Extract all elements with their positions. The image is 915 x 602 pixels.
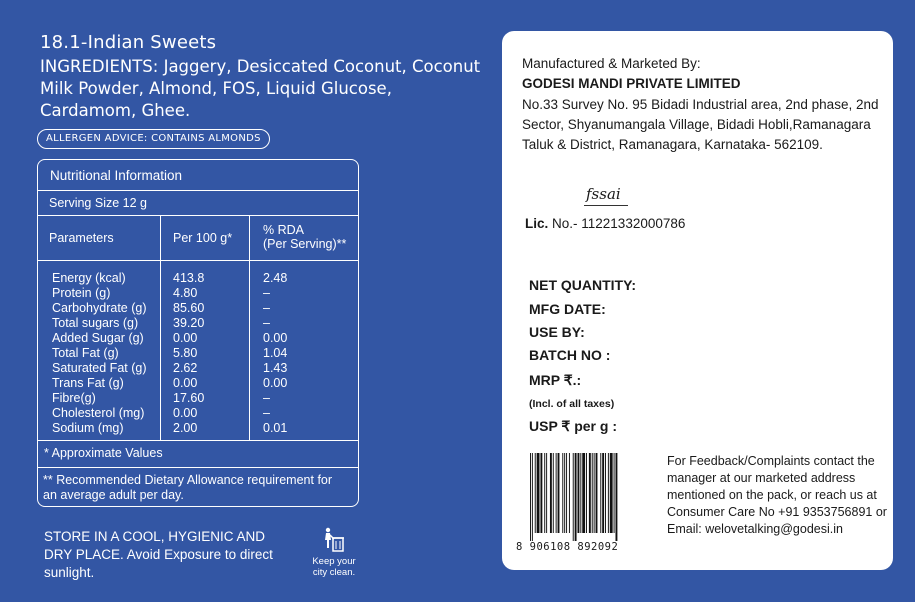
dustbin-icon (322, 527, 344, 553)
nutrition-per100-cell: 0.00 (173, 376, 198, 390)
nutrition-title: Nutritional Information (38, 160, 358, 191)
barcode-bar (553, 453, 554, 533)
barcode-bar (562, 453, 563, 533)
nutrition-param-cell: Carbohydrate (g) (52, 301, 147, 315)
nutrition-rda-cell: 1.43 (263, 361, 288, 375)
header-per100-cell (160, 216, 249, 260)
barcode-bar (592, 453, 593, 533)
barcode-bar (605, 453, 606, 533)
barcode-bar (530, 453, 531, 541)
nutrition-header-row (38, 216, 358, 261)
nutrition-per100-cell: 17.60 (173, 391, 205, 405)
barcode-bar (610, 453, 613, 533)
barcode-bar (580, 453, 581, 533)
nutrition-param-cell: Total Fat (g) (52, 346, 119, 360)
manufactured-by-label: Manufactured & Marketed By: (522, 56, 701, 71)
barcode-bar (532, 453, 533, 541)
manufacturer-card (502, 31, 893, 570)
nutrition-per100-cell: 0.00 (173, 331, 198, 345)
nutrition-param-cell: Protein (g) (52, 286, 111, 300)
ingredients-text: INGREDIENTS: Jaggery, Desiccated Coconut, Coconut Milk Powder, Almond, FOS, Liquid Glucose, Cardamom, Ghee. (40, 57, 481, 120)
header-parameters: Parameters (49, 231, 114, 245)
use-by-label: USE BY: (529, 324, 585, 340)
barcode-bar (573, 453, 574, 541)
nutrition-rda-cell: – (263, 286, 270, 300)
nutrition-rda-cell: – (263, 301, 270, 315)
nutrition-per100-cell: 0.00 (173, 406, 198, 420)
license-number: Lic. No.- 11221332000786 (525, 216, 686, 231)
nutrition-rda-cell: 0.00 (263, 376, 288, 390)
barcode (528, 453, 651, 541)
barcode-bar (564, 453, 565, 533)
barcode-number: 8 906108 892092 (516, 541, 619, 553)
nutrition-param-cell: Total sugars (g) (52, 316, 139, 330)
barcode-bar (600, 453, 601, 533)
barcode-bar (589, 453, 591, 533)
keep-city-clean-text: Keep your city clean. (312, 556, 356, 578)
barcode-bar (556, 453, 557, 533)
barcode-bar (575, 453, 577, 541)
barcode-bar (616, 453, 618, 541)
nutrition-per100-cell: 39.20 (173, 316, 205, 330)
nutrition-data-body (38, 261, 358, 441)
nutrition-per100-cell: 85.60 (173, 301, 205, 315)
nutrition-per100-cell: 2.62 (173, 361, 198, 375)
barcode-bar (594, 453, 595, 533)
incl-taxes-note: (Incl. of all taxes) (529, 398, 615, 410)
barcode-bar (550, 453, 552, 533)
mrp-label: MRP ₹.: (529, 372, 582, 388)
nutrition-rda-cell: 1.04 (263, 346, 288, 360)
barcode-bar (602, 453, 604, 533)
nutrition-per100-cell: 2.00 (173, 421, 198, 435)
batch-no-label: BATCH NO : (529, 347, 611, 363)
header-per100: Per 100 g* (173, 231, 233, 245)
net-quantity-label: NET QUANTITY: (529, 277, 637, 293)
barcode-bar (614, 453, 615, 533)
barcode-bar (544, 453, 545, 533)
allergen-advice-badge: ALLERGEN ADVICE: CONTAINS ALMONDS (37, 129, 270, 149)
header-rda: % RDA (Per Serving)** (263, 223, 347, 251)
per100-column (173, 271, 204, 436)
fssai-logo: fssai (586, 185, 621, 203)
nutrition-param-cell: Cholesterol (mg) (52, 406, 145, 420)
nutrition-param-cell: Trans Fat (g) (52, 376, 124, 390)
company-address: No.33 Survey No. 95 Bidadi Industrial area, 2nd phase, 2nd Sector, Shyanumangala Village, Bidadi Hobli,Ramanagara Taluk & District, Ramanagara, Karnataka- 562109. (522, 97, 879, 152)
nutrition-param-cell: Added Sugar (g) (52, 331, 144, 345)
nutrition-param-cell: Energy (kcal) (52, 271, 126, 285)
rda-note: ** Recommended Dietary Allowance requirement for an average adult per day. (43, 473, 333, 502)
nutrition-per100-cell: 413.8 (173, 271, 205, 285)
nutrition-per100-cell: 4.80 (173, 286, 198, 300)
nutrition-rda-cell: – (263, 391, 270, 405)
barcode-bar (586, 453, 587, 533)
mfg-date-label: MFG DATE: (529, 301, 606, 317)
nutrition-rda-cell: – (263, 406, 270, 420)
nutrition-rda-cell: 0.01 (263, 421, 288, 435)
nutrition-rda-cell: 0.00 (263, 331, 288, 345)
rda-column (263, 271, 287, 436)
storage-instructions: STORE IN A COOL, HYGIENIC AND DRY PLACE. Avoid Exposure to direct sunlight. (44, 529, 273, 580)
nutrition-param-cell: Fibre(g) (52, 391, 96, 405)
fssai-underline (584, 205, 628, 206)
nutrition-param-cell: Saturated Fat (g) (52, 361, 147, 375)
barcode-bar (558, 453, 560, 533)
barcode-bar (596, 453, 598, 533)
product-title: 18.1-Indian Sweets (40, 32, 217, 53)
company-name: GODESI MANDI PRIVATE LIMITED (522, 76, 741, 91)
barcode-bar (608, 453, 609, 533)
approx-values-note: * Approximate Values (38, 441, 358, 468)
nutrition-rda-cell: – (263, 316, 270, 330)
usp-label: USP ₹ per g : (529, 418, 617, 434)
nutrition-param-cell: Sodium (mg) (52, 421, 124, 435)
serving-size: Serving Size 12 g (38, 191, 358, 216)
barcode-bar (546, 453, 547, 533)
barcode-bar (537, 453, 540, 533)
barcode-bar (578, 453, 580, 533)
barcode-bar (569, 453, 570, 533)
barcode-bar (582, 453, 585, 533)
nutrition-per100-cell: 5.80 (173, 346, 198, 360)
nutrition-table (37, 159, 359, 507)
barcode-bar (566, 453, 567, 533)
barcode-bar (535, 453, 536, 533)
parameter-column (52, 271, 147, 436)
barcode-bar (540, 453, 542, 533)
nutrition-rda-cell: 2.48 (263, 271, 288, 285)
header-rda-cell (249, 216, 358, 260)
header-parameters-cell (38, 216, 160, 260)
feedback-contact-text: For Feedback/Complaints contact the manager at our marketed address mentioned on the pack, or reach us at Consumer Care No +91 9353756891 or Email: welovetalking@godesi.in (667, 454, 887, 536)
